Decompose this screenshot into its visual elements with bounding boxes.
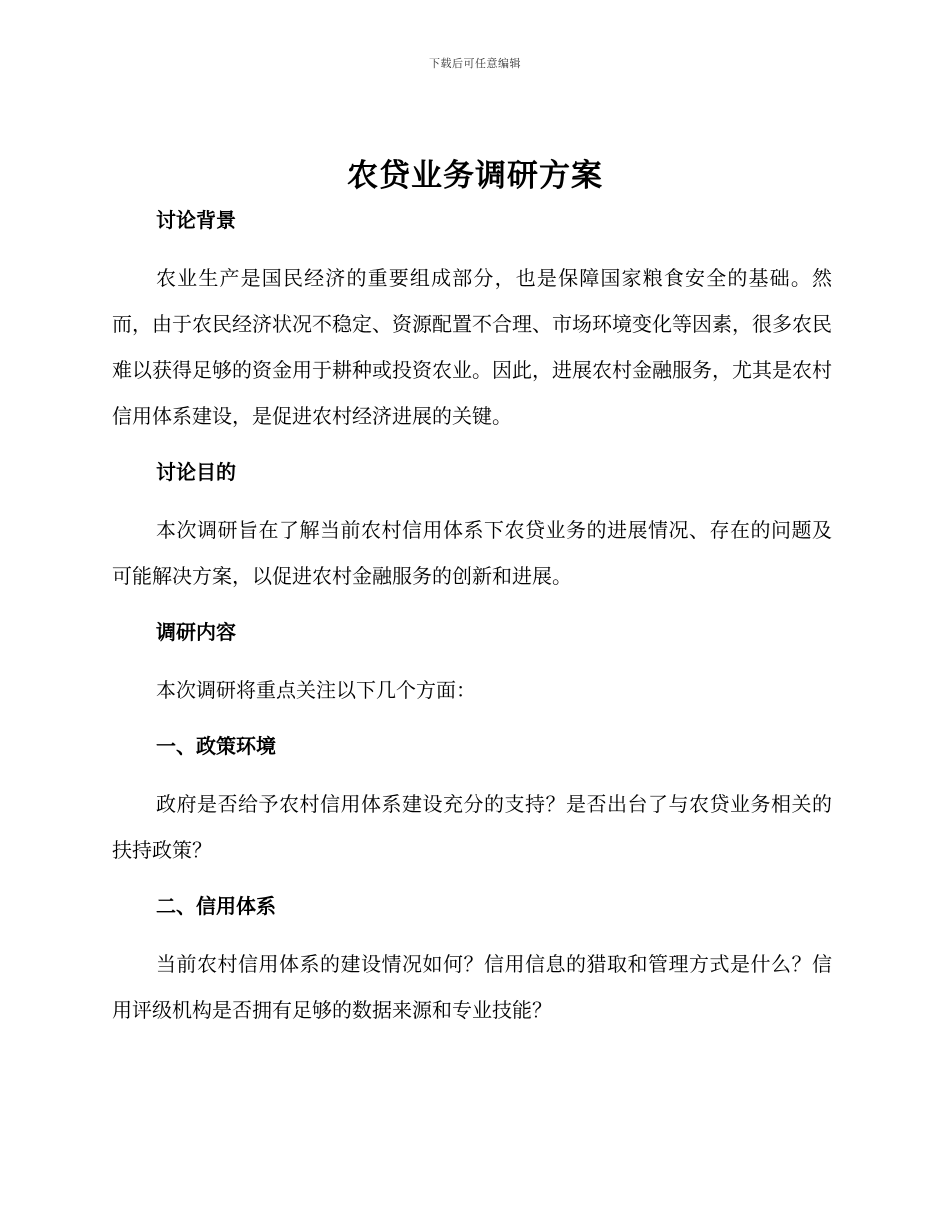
section-heading-policy: 一、政策环境 [156, 734, 276, 758]
section-policy [112, 729, 832, 889]
document-title: 农贷业务调研方案 [347, 158, 603, 194]
section-background [112, 203, 832, 455]
section-paragraph-policy: 政府是否给予农村信用体系建设充分的支持？是否出台了与农贷业务相关的扶持政策？ [112, 792, 832, 862]
section-heading-purpose: 讨论目的 [156, 460, 236, 484]
section-paragraph-purpose: 本次调研旨在了解当前农村信用体系下农贷业务的进展情况、存在的问题及可能解决方案，以促进农村金融服务的创新和进展。 [112, 518, 832, 588]
section-heading-background: 讨论背景 [156, 208, 236, 232]
section-purpose [112, 455, 832, 615]
document-body [112, 203, 832, 1033]
section-content [112, 615, 832, 729]
section-paragraph-content: 本次调研将重点关注以下几个方面： [156, 678, 476, 702]
section-paragraph-credit: 当前农村信用体系的建设情况如何？信用信息的猎取和管理方式是什么？信用评级机构是否拥有足够的数据来源和专业技能？ [112, 952, 832, 1022]
section-credit [112, 889, 832, 1033]
section-heading-content: 调研内容 [156, 620, 236, 644]
section-paragraph-background: 农业生产是国民经济的重要组成部分，也是保障国家粮食安全的基础。然而，由于农民经济状况不稳定、资源配置不合理、市场环境变化等因素，很多农民难以获得足够的资金用于耕种或投资农业。因此，进展农村金融服务，尤其是农村信用体系建设，是促进农村经济进展的关键。 [112, 266, 832, 428]
section-heading-credit: 二、信用体系 [156, 894, 276, 918]
header-note: 下载后可任意编辑 [429, 57, 521, 70]
